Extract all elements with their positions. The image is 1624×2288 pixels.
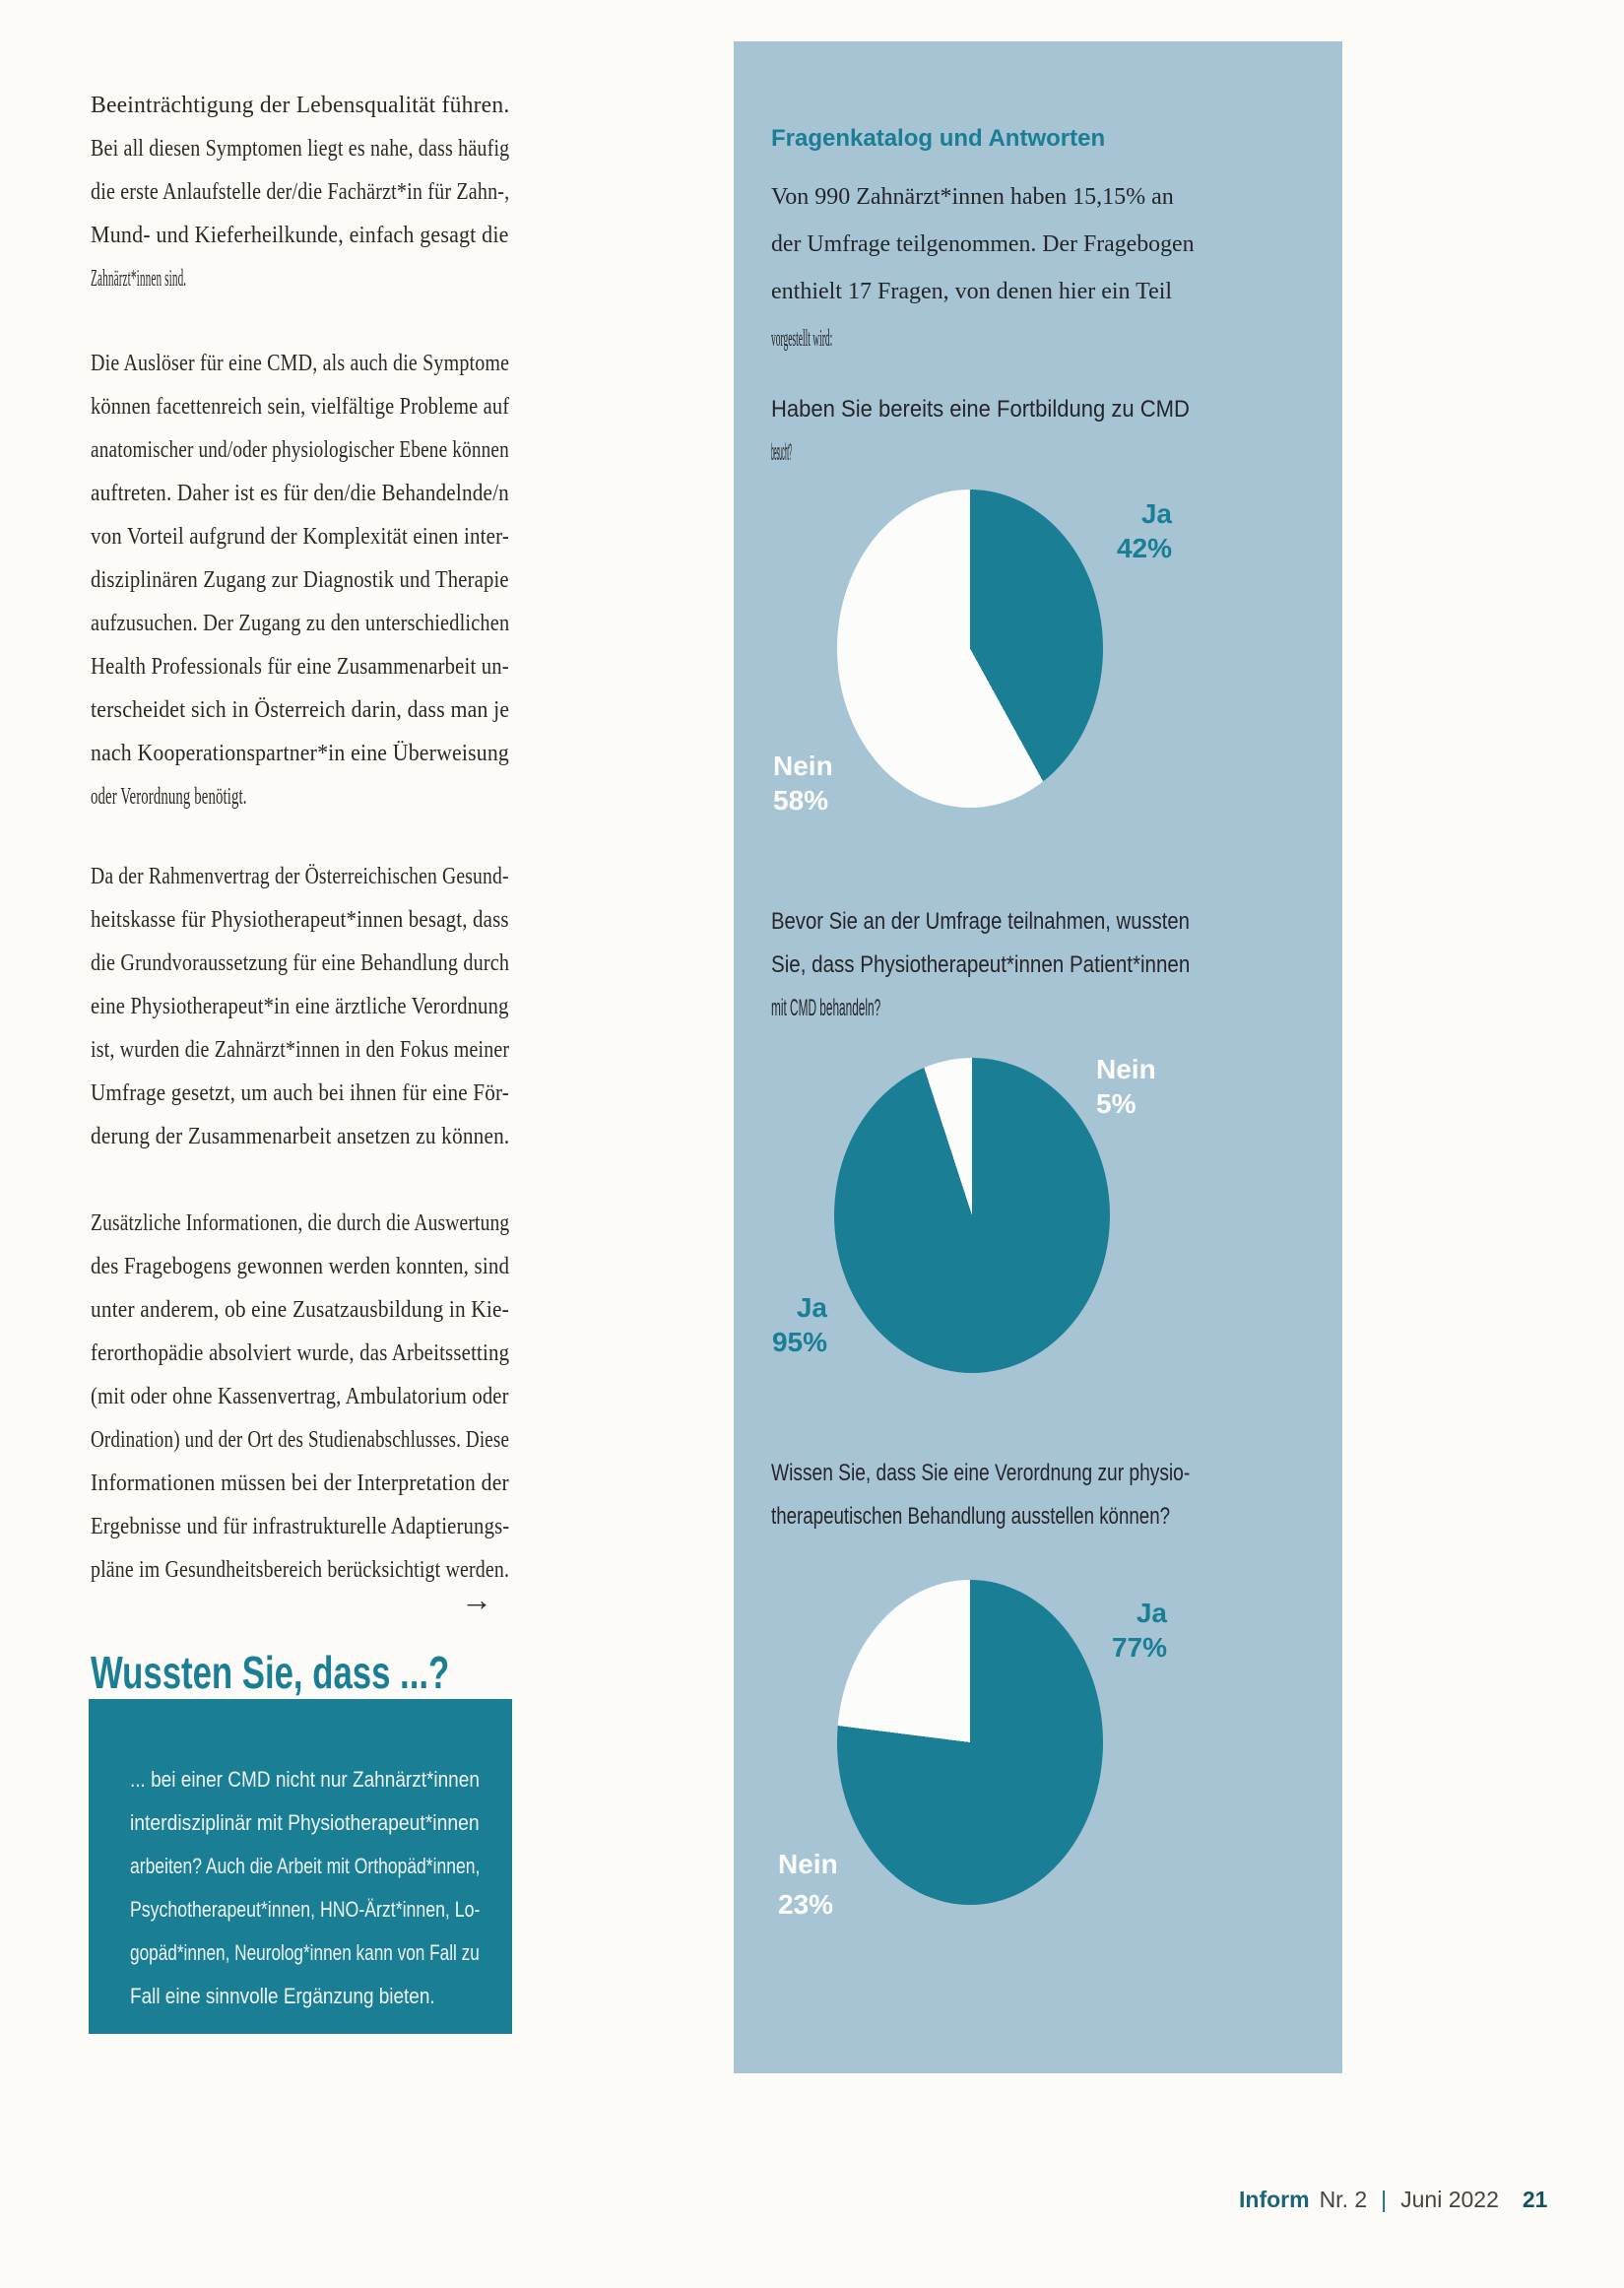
survey-sidebar bbox=[734, 41, 1342, 2073]
text-line: Mund- und Kieferheilkunde, einfach gesagt die bbox=[91, 223, 509, 248]
text-line: können facettenreich sein, vielfältige Probleme auf bbox=[91, 394, 510, 420]
callout-box bbox=[89, 1699, 512, 2034]
page-footer bbox=[1239, 2187, 1547, 2213]
text-line: Ergebnisse und für infrastrukturelle Adaptierungs- bbox=[91, 1514, 510, 1539]
text-line: eine Physiotherapeut*in eine ärztliche Verordnung bbox=[91, 994, 509, 1019]
text-line: disziplinären Zugang zur Diagnostik und Therapie bbox=[91, 567, 509, 593]
text-line: Die Auslöser für eine CMD, als auch die Symptome bbox=[91, 351, 510, 376]
body-paragraph-1 bbox=[91, 84, 509, 300]
slice-value: 5% bbox=[1096, 1088, 1137, 1119]
pie2-label-ja bbox=[734, 1290, 827, 1359]
survey-question-3 bbox=[771, 1452, 1195, 1538]
survey-question-1 bbox=[771, 388, 1195, 475]
slice-label: Nein bbox=[778, 1849, 838, 1879]
text-line: auftreten. Daher ist es für den/die Behandelnde/n bbox=[91, 481, 509, 506]
text-line: Wissen Sie, dass Sie eine Verordnung zur physio- bbox=[771, 1460, 1191, 1486]
text-line: ... bei einer CMD nicht nur Zahnärzt*innen bbox=[130, 1767, 480, 1792]
slice-value: 95% bbox=[771, 1327, 827, 1357]
text-line: anatomischer und/oder physiologischer Ebene können bbox=[91, 437, 509, 463]
body-paragraph-3 bbox=[91, 855, 509, 1158]
sidebar-intro bbox=[771, 173, 1195, 362]
slice-label: Ja bbox=[796, 1292, 827, 1323]
text-line: die Grundvoraussetzung für eine Behandlung durch bbox=[91, 950, 510, 976]
slice-label: Nein bbox=[1096, 1054, 1156, 1084]
footer-issue: Nr. 2 bbox=[1319, 2187, 1368, 2212]
text-line: Von 990 Zahnärzt*innen haben 15,15% an bbox=[771, 184, 1174, 210]
slice-label: Ja bbox=[1140, 498, 1172, 529]
text-line: vorgestellt wird: bbox=[771, 326, 833, 352]
pie3-label-nein bbox=[778, 1844, 838, 1925]
callout-heading: Wussten Sie, dass ...? bbox=[91, 1647, 450, 1698]
text-line: der Umfrage teilgenommen. Der Fragebogen bbox=[771, 231, 1195, 257]
continuation-arrow-icon: → bbox=[461, 1582, 492, 1617]
slice-label: Ja bbox=[1136, 1598, 1167, 1628]
pie1-label-ja bbox=[1014, 496, 1172, 565]
body-paragraph-4 bbox=[91, 1202, 509, 1592]
callout-text bbox=[130, 1758, 485, 2018]
footer-separator: | bbox=[1381, 2187, 1388, 2212]
text-line: Fall eine sinnvolle Ergänzung bieten. bbox=[130, 1984, 435, 2008]
text-line: Psychotherapeut*innen, HNO-Ärzt*innen, Lo- bbox=[130, 1897, 481, 1922]
text-line: des Fragebogens gewonnen werden konnten, sind bbox=[91, 1254, 510, 1279]
text-line: ferorthopädie absolviert wurde, das Arbeitssetting bbox=[91, 1340, 510, 1366]
text-line: die erste Anlaufstelle der/die Fachärzt*in für Zahn-, bbox=[91, 179, 510, 205]
text-line: derung der Zusammenarbeit ansetzen zu können. bbox=[91, 1124, 510, 1149]
text-line: Haben Sie bereits eine Fortbildung zu CMD bbox=[771, 396, 1190, 423]
text-line: Umfrage gesetzt, um auch bei ihnen für eine För- bbox=[91, 1080, 509, 1106]
pie2-label-nein bbox=[1096, 1052, 1156, 1121]
footer-page-number: 21 bbox=[1522, 2187, 1548, 2212]
pie3-label-ja bbox=[1024, 1596, 1167, 1665]
text-line: heitskasse für Physiotherapeut*innen besagt, dass bbox=[91, 907, 509, 933]
text-line: Bei all diesen Symptomen liegt es nahe, dass häufig bbox=[91, 136, 510, 162]
text-line: besucht? bbox=[771, 439, 792, 466]
text-line: interdisziplinär mit Physiotherapeut*innen bbox=[130, 1810, 480, 1835]
slice-value: 58% bbox=[773, 785, 829, 816]
text-line: Bevor Sie an der Umfrage teilnahmen, wussten bbox=[771, 908, 1190, 935]
pie-chart-wussten-behandeln bbox=[834, 1058, 1110, 1373]
text-line: Da der Rahmenvertrag der Österreichischen Gesund- bbox=[91, 864, 509, 889]
text-line: aufzusuchen. Der Zugang zu den unterschiedlichen bbox=[91, 611, 510, 636]
text-line: Health Professionals für eine Zusammenarbeit un- bbox=[91, 654, 509, 680]
text-line: Informationen müssen bei der Interpretation der bbox=[91, 1471, 509, 1496]
text-line: oder Verordnung benötigt. bbox=[91, 784, 247, 810]
text-line: unter anderem, ob eine Zusatzausbildung in Kie- bbox=[91, 1297, 509, 1323]
text-line: gopäd*innen, Neurolog*innen kann von Fall zu bbox=[130, 1940, 480, 1965]
text-line: Beeinträchtigung der Lebensqualität führen. bbox=[91, 93, 510, 118]
text-line: therapeutischen Behandlung ausstellen können? bbox=[771, 1503, 1171, 1530]
text-line: von Vorteil aufgrund der Komplexität einen inter- bbox=[91, 524, 509, 550]
pie1-label-nein bbox=[773, 749, 833, 817]
text-line: Zusätzliche Informationen, die durch die Auswertung bbox=[91, 1210, 510, 1236]
text-line: terscheidet sich in Österreich darin, dass man je bbox=[91, 697, 510, 723]
text-line: pläne im Gesundheitsbereich berücksichtigt werden. bbox=[91, 1557, 510, 1583]
text-line: ist, wurden die Zahnärzt*innen in den Fokus meiner bbox=[91, 1037, 510, 1063]
text-line: Ordination) und der Ort des Studienabschlusses. Diese bbox=[91, 1427, 510, 1453]
text-line: mit CMD behandeln? bbox=[771, 995, 881, 1021]
slice-value: 77% bbox=[1111, 1632, 1167, 1663]
footer-date: Juni 2022 bbox=[1400, 2187, 1499, 2212]
text-line: Zahnärzt*innen sind. bbox=[91, 266, 187, 292]
survey-question-2 bbox=[771, 900, 1195, 1030]
text-line: nach Kooperationspartner*in eine Überweisung bbox=[91, 741, 509, 766]
body-paragraph-2 bbox=[91, 342, 509, 818]
slice-value: 23% bbox=[778, 1889, 834, 1920]
slice-label: Nein bbox=[773, 751, 833, 781]
text-line: enthielt 17 Fragen, von denen hier ein Teil bbox=[771, 279, 1173, 304]
text-line: (mit oder ohne Kassenvertrag, Ambulatorium oder bbox=[91, 1384, 509, 1409]
text-line: Sie, dass Physiotherapeut*innen Patient*innen bbox=[771, 951, 1191, 978]
footer-brand: Inform bbox=[1239, 2187, 1310, 2212]
slice-value: 42% bbox=[1116, 533, 1172, 563]
sidebar-heading: Fragenkatalog und Antworten bbox=[771, 125, 1106, 152]
text-line: arbeiten? Auch die Arbeit mit Orthopäd*innen, bbox=[130, 1854, 481, 1878]
